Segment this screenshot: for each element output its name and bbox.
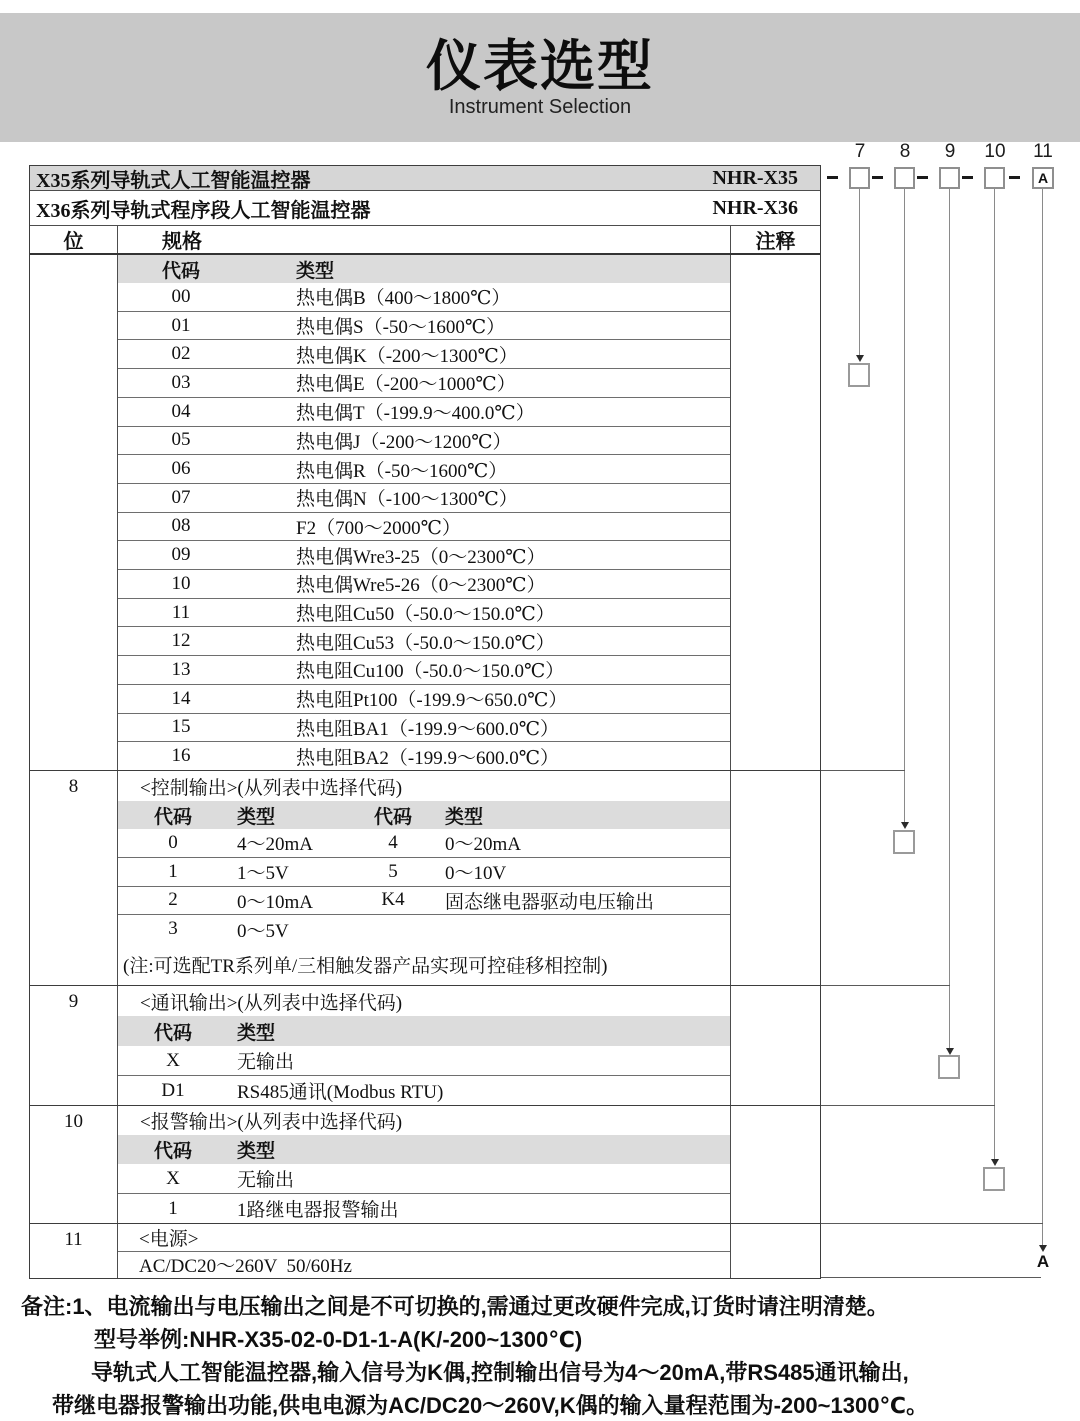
series-model: NHR-X35 — [712, 166, 798, 189]
table-row — [118, 1046, 730, 1076]
code-cell: 02 — [171, 343, 191, 365]
digit-connector-line-9 — [949, 189, 950, 1048]
table-row — [118, 312, 730, 341]
section-input-type — [30, 255, 820, 770]
subheader-code: 代码 — [373, 806, 412, 828]
subheader-code: 代码 — [161, 260, 200, 282]
table-row — [118, 1252, 730, 1279]
series-model: NHR-X36 — [712, 196, 798, 219]
code-cell: 10 — [171, 572, 191, 594]
table-row — [118, 915, 730, 943]
digit-label-10: 10 — [984, 141, 1006, 162]
code-cell: 03 — [171, 371, 191, 393]
dash-separator — [827, 176, 838, 179]
subheader-type: 类型 — [237, 1022, 276, 1044]
note-cell — [731, 771, 820, 985]
code-cell: 07 — [171, 486, 191, 508]
dash-separator — [872, 176, 883, 179]
power-spec: AC/DC20～260V 50/60Hz — [139, 1256, 352, 1278]
table-row — [118, 656, 730, 685]
subheader-row — [118, 255, 730, 283]
selection-table — [29, 165, 821, 1279]
code-cell: 01 — [171, 314, 191, 336]
table-row — [118, 340, 730, 369]
type-cell: RS485通讯(Modbus RTU) — [237, 1082, 444, 1103]
table-row — [118, 858, 730, 887]
subheader-row — [118, 1016, 730, 1046]
digit-connector-line-8 — [904, 189, 905, 822]
type-cell: 0～20mA — [445, 834, 522, 856]
header-spec: 规格 — [118, 226, 731, 253]
type-cell: 热电偶S（-50～1600℃） — [296, 317, 506, 339]
pos-cell: 8 — [30, 771, 118, 985]
series-row-x36 — [30, 191, 820, 226]
table-row — [118, 455, 730, 484]
pos-cell: 10 — [30, 1106, 118, 1223]
subheader-type: 类型 — [296, 260, 335, 282]
digit-end-box-9 — [938, 1055, 960, 1079]
arrow-down-icon — [991, 1159, 999, 1166]
series-row-x35 — [30, 166, 820, 191]
type-cell: 1路继电器报警输出 — [237, 1200, 399, 1221]
type-cell: 无输出 — [237, 1052, 295, 1073]
table-row — [118, 570, 730, 599]
digit-label-9: 9 — [944, 141, 956, 162]
table-row — [118, 714, 730, 743]
table-row — [118, 1224, 730, 1252]
pos-cell: 11 — [30, 1224, 118, 1278]
code-cell: 12 — [171, 630, 191, 652]
type-cell: 热电阻Cu100（-50.0～150.0℃） — [296, 661, 565, 683]
footer-note-line: 导轨式人工智能温控器,输入信号为K偶,控制输出信号为4～20mA,带RS485通讯输出, — [91, 1360, 909, 1385]
code-cell: 4 — [388, 831, 398, 853]
pos-cell — [30, 255, 118, 770]
section-title: <控制输出>(从列表中选择代码) — [140, 777, 403, 799]
section-border-extension — [821, 985, 950, 986]
code-cell: 09 — [171, 544, 191, 566]
suffix-letter: A — [1036, 1252, 1050, 1271]
table-row — [118, 599, 730, 628]
digit-connector-line-10 — [994, 189, 995, 1159]
digit-label-7: 7 — [854, 141, 866, 162]
type-cell: F2（700～2000℃） — [296, 517, 461, 539]
type-cell: 热电偶E（-200～1000℃） — [296, 374, 516, 396]
code-cell: 5 — [388, 860, 398, 882]
type-cell: 热电偶B（400～1800℃） — [296, 288, 511, 310]
code-cell: K4 — [381, 889, 405, 911]
table-row — [118, 1194, 730, 1223]
type-cell: 热电偶K（-200～1300℃） — [296, 345, 518, 367]
table-header-row — [30, 226, 820, 255]
subheader-type: 类型 — [237, 1141, 276, 1162]
code-cell: 08 — [171, 515, 191, 537]
type-cell: 热电偶Wre3-25（0～2300℃） — [296, 546, 546, 568]
header-note: 注释 — [755, 231, 796, 253]
type-cell: 4～20mA — [237, 834, 314, 856]
table-row — [118, 369, 730, 398]
page-banner — [0, 13, 1080, 142]
note-cell — [731, 1106, 820, 1223]
arrow-down-icon — [1039, 1245, 1047, 1252]
table-row — [118, 685, 730, 714]
type-cell: 热电偶Wre5-26（0～2300℃） — [296, 575, 546, 597]
footer-note-line: 型号举例:NHR-X35-02-0-D1-1-A(K/-200~1300℃) — [94, 1327, 583, 1352]
section-control-output — [30, 770, 820, 985]
digit-box-7 — [849, 167, 870, 189]
table-row — [118, 398, 730, 427]
arrow-down-icon — [856, 355, 864, 362]
code-cell: 00 — [171, 285, 191, 307]
digit-end-box-7 — [848, 363, 870, 387]
type-cell: 热电偶J（-200～1200℃） — [296, 431, 512, 453]
rows-container — [118, 1046, 730, 1105]
digit-end-box-10 — [983, 1167, 1005, 1191]
code-cell: 3 — [168, 918, 178, 940]
footer-notes — [21, 1290, 1071, 1421]
dash-separator — [1009, 176, 1020, 179]
page-subtitle: Instrument Selection — [448, 96, 632, 118]
section-border-extension — [821, 1223, 1043, 1224]
rows-container — [118, 1164, 730, 1223]
digit-box-8 — [894, 167, 915, 189]
type-cell: 无输出 — [237, 1170, 295, 1191]
section-title: <电源> — [139, 1228, 199, 1250]
section-communication-output — [30, 985, 820, 1105]
code-cell: 06 — [171, 458, 191, 480]
section-border-extension — [821, 770, 905, 771]
table-row — [118, 1076, 730, 1105]
type-cell: 0～10mA — [237, 891, 314, 913]
table-row — [118, 283, 730, 312]
section-title: <报警输出>(从列表中选择代码) — [140, 1112, 403, 1133]
series-name: X36系列导轨式程序段人工智能温控器 — [36, 199, 371, 222]
digit-connector-line-7 — [859, 189, 860, 355]
section-title: <通讯输出>(从列表中选择代码) — [140, 992, 403, 1014]
digit-label-8: 8 — [899, 141, 911, 162]
code-cell: 2 — [168, 889, 178, 911]
section-power-supply — [30, 1223, 820, 1278]
note-cell — [731, 1224, 820, 1278]
code-cell: X — [166, 1049, 180, 1071]
digit-label-11: 11 — [1033, 141, 1053, 162]
note-cell — [731, 255, 820, 770]
table-row — [118, 742, 730, 770]
dash-separator — [962, 176, 973, 179]
digit-box-10 — [984, 167, 1005, 189]
page-title: 仪表选型 — [425, 35, 654, 97]
type-cell: 0～10V — [445, 863, 507, 885]
subheader-type: 类型 — [445, 806, 484, 828]
code-cell: 15 — [171, 716, 191, 738]
arrow-down-icon — [901, 822, 909, 829]
type-cell: 热电偶R（-50～1600℃） — [296, 460, 508, 482]
table-row — [118, 829, 730, 858]
subheader-row — [118, 1135, 730, 1164]
type-cell: 热电阻BA2（-199.9～600.0℃） — [296, 747, 559, 769]
rows-container — [118, 1224, 730, 1278]
type-cell: 热电阻Cu53（-50.0～150.0℃） — [296, 632, 555, 654]
type-cell: 热电阻Cu50（-50.0～150.0℃） — [296, 604, 555, 626]
code-cell: 05 — [171, 429, 191, 451]
pos-cell: 9 — [30, 986, 118, 1105]
type-cell: 热电阻Pt100（-199.9～650.0℃） — [296, 690, 568, 712]
footer-note-line: 带继电器报警输出功能,供电电源为AC/DC20～260V,K偶的输入量程范围为-200~1300℃。 — [52, 1393, 929, 1418]
section-note: (注:可选配TR系列单/三相触发器产品实现可控硅移相控制) — [123, 955, 608, 977]
rows-container — [118, 283, 730, 770]
type-cell: 0～5V — [237, 920, 289, 942]
note-cell — [731, 986, 820, 1105]
subheader-type: 类型 — [237, 806, 276, 828]
section-alarm-output — [30, 1105, 820, 1223]
table-row — [118, 627, 730, 656]
code-cell: 0 — [168, 831, 178, 853]
subheader-code: 代码 — [153, 1022, 192, 1044]
subheader-code: 代码 — [153, 806, 192, 828]
type-cell: 1～5V — [237, 863, 289, 885]
arrow-down-icon — [946, 1048, 954, 1055]
section-border-extension — [821, 1105, 995, 1106]
footer-note-line: 备注:1、电流输出与电压输出之间是不可切换的,需通过更改硬件完成,订货时请注明清楚。 — [21, 1294, 889, 1319]
type-cell: 固态继电器驱动电压输出 — [445, 891, 655, 913]
code-cell: D1 — [161, 1079, 185, 1101]
digit-connector-line-11 — [1042, 189, 1043, 1245]
table-row — [118, 427, 730, 456]
rows-container — [118, 829, 730, 943]
code-cell: 1 — [168, 1197, 178, 1219]
code-cell: 14 — [171, 687, 191, 709]
section-border-extension — [821, 1277, 1041, 1278]
digit-box-11: A — [1032, 167, 1054, 189]
table-row — [118, 541, 730, 570]
code-cell: 16 — [171, 745, 191, 767]
dash-separator — [917, 176, 928, 179]
type-cell: 热电阻BA1（-199.9～600.0℃） — [296, 718, 559, 740]
header-pos: 位 — [30, 226, 118, 253]
table-row — [118, 1164, 730, 1194]
subheader-code: 代码 — [153, 1141, 192, 1162]
code-cell: 11 — [171, 601, 191, 623]
digit-box-9 — [939, 167, 960, 189]
digit-end-box-8 — [893, 830, 915, 854]
table-row — [118, 513, 730, 542]
code-cell: X — [166, 1167, 180, 1189]
type-cell: 热电偶N（-100～1300℃） — [296, 489, 518, 511]
code-cell: 04 — [171, 400, 191, 422]
table-row — [118, 887, 730, 916]
code-cell: 13 — [171, 658, 191, 680]
subheader-row — [118, 801, 730, 829]
series-name: X35系列导轨式人工智能温控器 — [36, 169, 311, 192]
code-cell: 1 — [168, 860, 178, 882]
table-row — [118, 484, 730, 513]
type-cell: 热电偶T（-199.9～400.0℃） — [296, 403, 535, 425]
